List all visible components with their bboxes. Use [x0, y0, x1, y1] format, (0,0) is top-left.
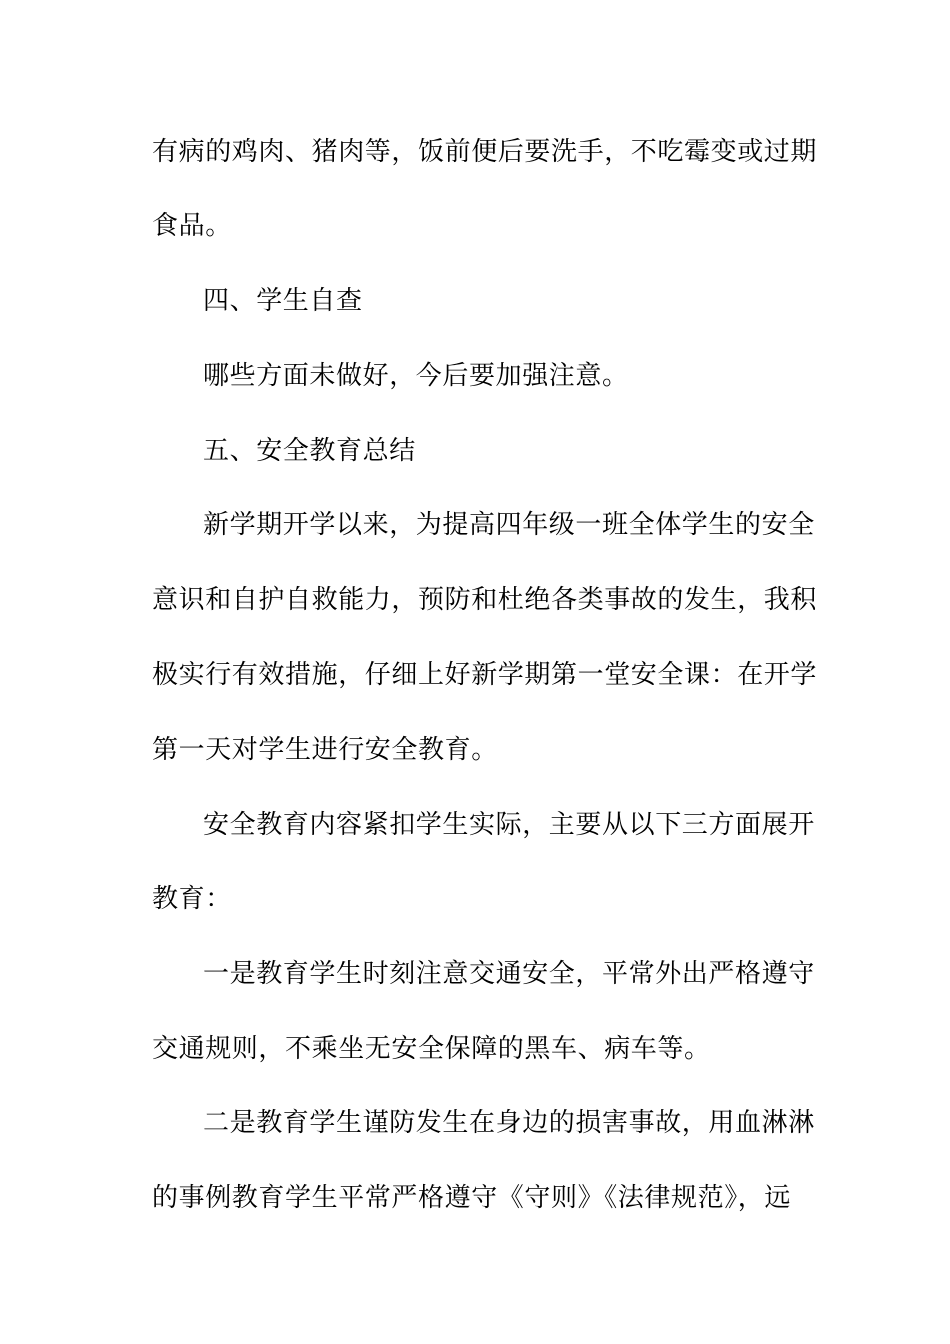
- text-line: 二是教育学生谨防发生在身边的损害事故，用血淋淋: [203, 1108, 815, 1138]
- text-line: 意识和自护自救能力，预防和杜绝各类事故的发生，我积: [152, 585, 818, 615]
- text-line: 有病的鸡肉、猪肉等，饭前便后要洗手，不吃霉变或过期: [152, 137, 818, 167]
- text-line: 极实行有效措施，仔细上好新学期第一堂安全课：在开学: [152, 660, 818, 690]
- text-line: 食品。: [152, 211, 232, 241]
- text-line: 第一天对学生进行安全教育。: [152, 735, 498, 765]
- text-line: 教育：: [152, 884, 232, 914]
- text-line: 安全教育内容紧扣学生实际，主要从以下三方面展开: [203, 810, 815, 840]
- text-line: 交通规则，不乘坐无安全保障的黑车、病车等。: [152, 1034, 711, 1064]
- text-line: 新学期开学以来，为提高四年级一班全体学生的安全: [203, 510, 815, 540]
- section-heading: 四、学生自查: [203, 286, 363, 316]
- text-line: 一是教育学生时刻注意交通安全，平常外出严格遵守: [203, 959, 815, 989]
- text-line: 哪些方面未做好，今后要加强注意。: [203, 361, 629, 391]
- text-line: 的事例教育学生平常严格遵守《守则》《法律规范》，远: [152, 1183, 792, 1213]
- section-heading: 五、安全教育总结: [203, 436, 416, 466]
